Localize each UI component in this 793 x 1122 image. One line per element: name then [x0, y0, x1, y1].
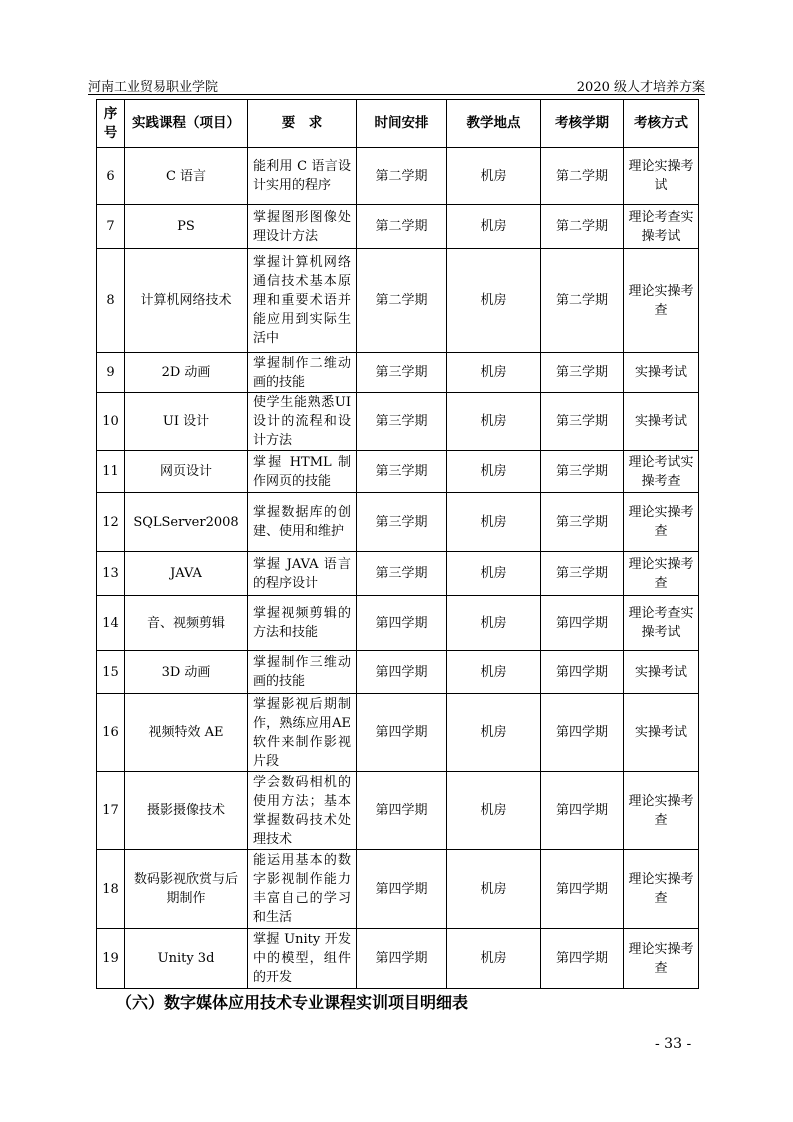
table-row: [97, 493, 699, 552]
cell-requirement: 掌握 Unity 开发中的模型，组件的开发: [248, 929, 357, 989]
cell-place: 机房: [447, 651, 541, 694]
cell-course: 2D 动画: [125, 353, 248, 393]
cell-course: PS: [125, 205, 248, 249]
cell-course: UI 设计: [125, 393, 248, 451]
table-row: [97, 353, 699, 393]
cell-time: 第四学期: [357, 694, 447, 772]
cell-exam-method: 理论实操考查: [624, 929, 699, 989]
cell-time: 第三学期: [357, 552, 447, 596]
cell-no: 10: [97, 393, 125, 451]
cell-requirement: 掌握计算机网络通信技术基本原理和重要术语并能应用到实际生活中: [248, 249, 357, 353]
cell-place: 机房: [447, 694, 541, 772]
cell-exam-method: 实操考试: [624, 393, 699, 451]
cell-course: 视频特效 AE: [125, 694, 248, 772]
col-header-time: 时间安排: [357, 100, 447, 148]
cell-place: 机房: [447, 393, 541, 451]
cell-exam-method: 理论考查实操考试: [624, 205, 699, 249]
cell-exam-term: 第三学期: [541, 493, 624, 552]
cell-place: 机房: [447, 451, 541, 493]
col-header-exam-method: 考核方式: [624, 100, 699, 148]
cell-no: 13: [97, 552, 125, 596]
header-plan: 2020 级人才培养方案: [576, 80, 705, 95]
cell-course: 音、视频剪辑: [125, 596, 248, 651]
cell-exam-method: 理论考试实操考查: [624, 451, 699, 493]
cell-requirement: 能运用基本的数字影视制作能力丰富自己的学习和生活: [248, 850, 357, 929]
cell-exam-term: 第三学期: [541, 451, 624, 493]
cell-place: 机房: [447, 929, 541, 989]
table-row: [97, 772, 699, 850]
cell-no: 12: [97, 493, 125, 552]
cell-exam-method: 理论实操考查: [624, 493, 699, 552]
col-header-place: 教学地点: [447, 100, 541, 148]
cell-exam-term: 第二学期: [541, 249, 624, 353]
table-row: [97, 596, 699, 651]
col-header-requirement: 要 求: [248, 100, 357, 148]
cell-no: 8: [97, 249, 125, 353]
cell-requirement: 掌握 JAVA 语言的程序设计: [248, 552, 357, 596]
table-row: [97, 451, 699, 493]
cell-place: 机房: [447, 596, 541, 651]
table-row: [97, 393, 699, 451]
cell-course: Unity 3d: [125, 929, 248, 989]
cell-exam-term: 第三学期: [541, 353, 624, 393]
cell-requirement: 掌握制作三维动画的技能: [248, 651, 357, 694]
table-row: [97, 850, 699, 929]
cell-time: 第四学期: [357, 651, 447, 694]
page-number: - 33 -: [655, 1036, 692, 1052]
cell-exam-term: 第四学期: [541, 596, 624, 651]
cell-no: 11: [97, 451, 125, 493]
cell-no: 15: [97, 651, 125, 694]
cell-course: SQLServer2008: [125, 493, 248, 552]
page-header: [88, 76, 705, 95]
cell-place: 机房: [447, 493, 541, 552]
cell-place: 机房: [447, 850, 541, 929]
cell-exam-term: 第三学期: [541, 552, 624, 596]
cell-place: 机房: [447, 772, 541, 850]
cell-exam-term: 第四学期: [541, 772, 624, 850]
cell-time: 第三学期: [357, 493, 447, 552]
col-header-exam-term: 考核学期: [541, 100, 624, 148]
cell-requirement: 能利用 C 语言设计实用的程序: [248, 148, 357, 205]
cell-course: JAVA: [125, 552, 248, 596]
table-header-row: [97, 100, 699, 148]
cell-course: 计算机网络技术: [125, 249, 248, 353]
cell-no: 6: [97, 148, 125, 205]
table-row: [97, 249, 699, 353]
cell-exam-method: 理论实操考试: [624, 148, 699, 205]
cell-exam-method: 理论实操考查: [624, 850, 699, 929]
cell-requirement: 掌握制作二维动画的技能: [248, 353, 357, 393]
cell-no: 19: [97, 929, 125, 989]
cell-exam-term: 第四学期: [541, 929, 624, 989]
table-row: [97, 651, 699, 694]
cell-place: 机房: [447, 249, 541, 353]
table-row: [97, 205, 699, 249]
cell-time: 第三学期: [357, 451, 447, 493]
cell-place: 机房: [447, 353, 541, 393]
cell-exam-method: 理论实操考查: [624, 249, 699, 353]
table-row: [97, 148, 699, 205]
cell-time: 第四学期: [357, 596, 447, 651]
cell-requirement: 掌握影视后期制作，熟练应用AE 软件来制作影视片段: [248, 694, 357, 772]
practice-course-table: [96, 99, 699, 989]
cell-requirement: 学会数码相机的使用方法；基本掌握数码技术处理技术: [248, 772, 357, 850]
cell-exam-method: 理论实操考查: [624, 772, 699, 850]
cell-course: 网页设计: [125, 451, 248, 493]
cell-no: 14: [97, 596, 125, 651]
header-institution: 河南工业贸易职业学院: [88, 80, 219, 95]
cell-course: 3D 动画: [125, 651, 248, 694]
col-header-no: 序号: [97, 100, 125, 148]
cell-course: C 语言: [125, 148, 248, 205]
cell-time: 第三学期: [357, 393, 447, 451]
cell-place: 机房: [447, 148, 541, 205]
cell-exam-term: 第二学期: [541, 148, 624, 205]
section-title: （六）数字媒体应用技术专业课程实训项目明细表: [116, 993, 469, 1012]
table-row: [97, 929, 699, 989]
cell-no: 18: [97, 850, 125, 929]
cell-requirement: 掌握图形图像处理设计方法: [248, 205, 357, 249]
cell-time: 第四学期: [357, 929, 447, 989]
cell-exam-term: 第二学期: [541, 205, 624, 249]
cell-course: 摄影摄像技术: [125, 772, 248, 850]
cell-time: 第二学期: [357, 249, 447, 353]
table-row: [97, 694, 699, 772]
cell-no: 17: [97, 772, 125, 850]
cell-time: 第二学期: [357, 205, 447, 249]
cell-exam-term: 第四学期: [541, 850, 624, 929]
cell-requirement: 掌握 HTML 制作网页的技能: [248, 451, 357, 493]
col-header-course: 实践课程（项目）: [125, 100, 248, 148]
cell-course: 数码影视欣赏与后期制作: [125, 850, 248, 929]
cell-exam-term: 第四学期: [541, 651, 624, 694]
cell-exam-method: 实操考试: [624, 651, 699, 694]
cell-requirement: 使学生能熟悉UI 设计的流程和设计方法: [248, 393, 357, 451]
cell-time: 第四学期: [357, 850, 447, 929]
cell-place: 机房: [447, 205, 541, 249]
table-row: [97, 552, 699, 596]
cell-time: 第三学期: [357, 353, 447, 393]
cell-exam-method: 理论考查实操考试: [624, 596, 699, 651]
cell-exam-method: 实操考试: [624, 353, 699, 393]
cell-no: 16: [97, 694, 125, 772]
cell-place: 机房: [447, 552, 541, 596]
cell-exam-term: 第四学期: [541, 694, 624, 772]
cell-exam-method: 实操考试: [624, 694, 699, 772]
cell-exam-term: 第三学期: [541, 393, 624, 451]
cell-requirement: 掌握视频剪辑的方法和技能: [248, 596, 357, 651]
cell-requirement: 掌握数据库的创建、使用和维护: [248, 493, 357, 552]
cell-time: 第四学期: [357, 772, 447, 850]
cell-exam-method: 理论实操考查: [624, 552, 699, 596]
cell-time: 第二学期: [357, 148, 447, 205]
cell-no: 7: [97, 205, 125, 249]
cell-no: 9: [97, 353, 125, 393]
